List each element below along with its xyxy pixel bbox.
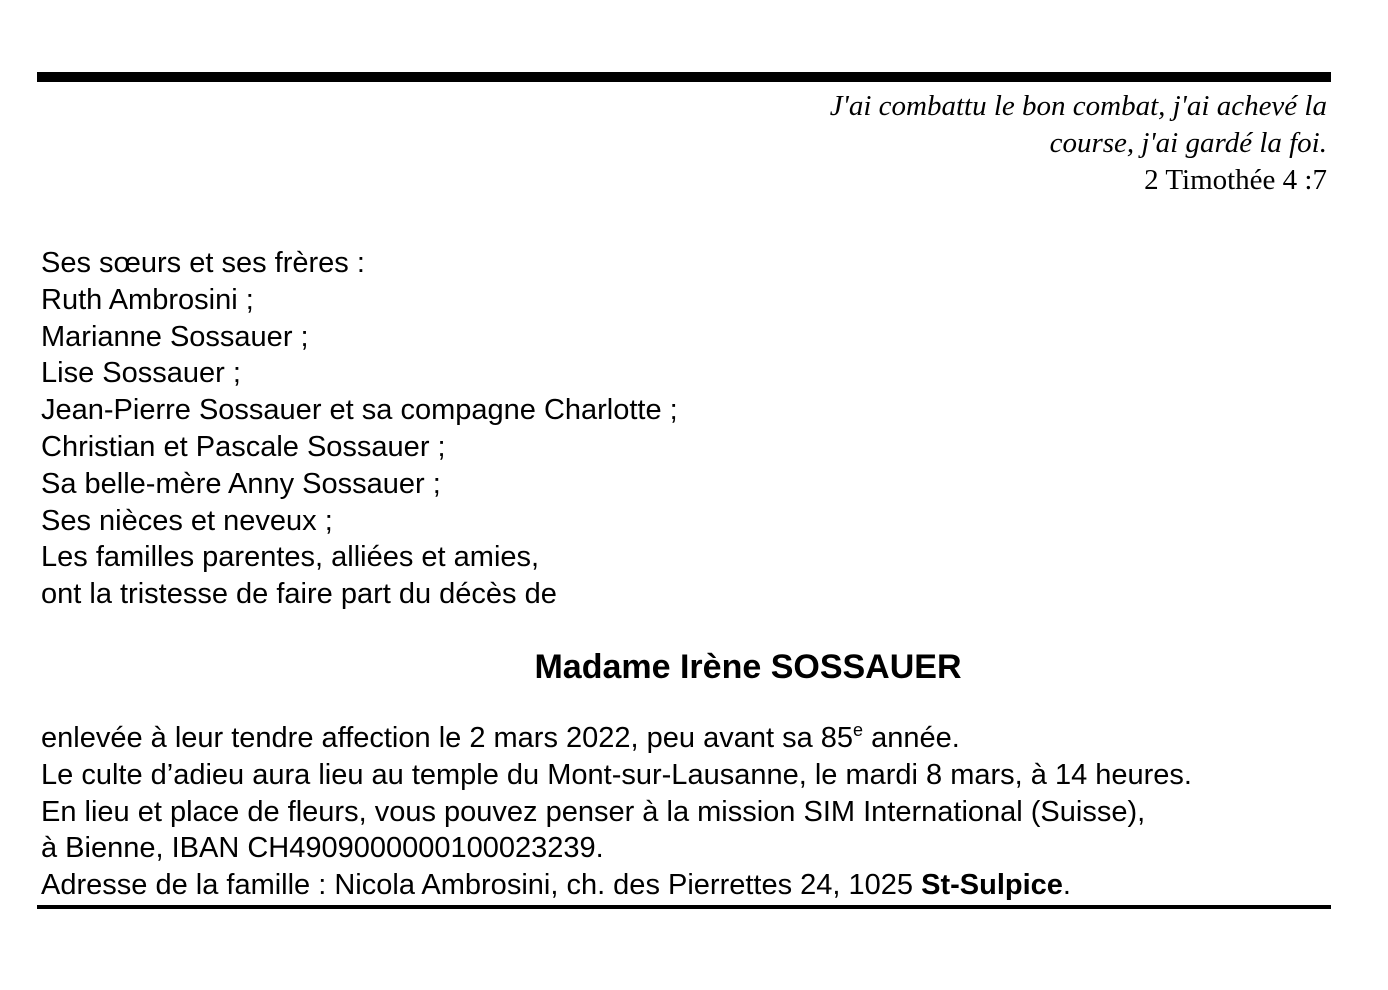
address-city: St-Sulpice	[921, 869, 1063, 902]
family-line: Sa belle-mère Anny Sossauer ;	[41, 467, 441, 500]
family-line: Ses sœurs et ses frères :	[41, 247, 365, 279]
family-line: Ses nièces et neveux ;	[41, 504, 333, 537]
details-line-1-text: enlevée à leur tendre affection le 2 mars 2022, peu avant sa 85	[41, 722, 854, 754]
family-line: Christian et Pascale Sossauer ;	[41, 430, 446, 463]
details-line-4: à Bienne, IBAN CH4909000000100023239.	[41, 832, 604, 865]
details-line-2: Le culte d’adieu aura lieu au temple du Mont-sur-Lausanne, le mardi 8 mars, à 14 heures.	[41, 758, 1192, 791]
family-line: ont la tristesse de faire part du décès de	[41, 578, 557, 611]
notice-details	[41, 720, 1192, 904]
deceased-name: Madame Irène SOSSAUER	[534, 648, 962, 686]
verse-quote	[707, 88, 1327, 162]
family-line: Marianne Sossauer ;	[41, 320, 309, 353]
verse-quote-line-1: J'ai combattu le bon combat, j'ai achevé la	[829, 90, 1327, 122]
family-line: Lise Sossauer ;	[41, 357, 241, 390]
details-line-1	[41, 720, 1192, 757]
top-divider	[37, 72, 1331, 82]
family-list	[41, 245, 678, 613]
bottom-divider	[37, 905, 1331, 909]
verse-reference: 2 Timothée 4 :7	[1144, 164, 1327, 196]
details-line-1-end: année.	[863, 722, 960, 754]
family-line: Jean-Pierre Sossauer et sa compagne Charlotte ;	[41, 394, 678, 427]
address-text: Adresse de la famille : Nicola Ambrosini, ch. des Pierrettes 24, 1025	[41, 869, 922, 902]
verse-quote-line-2: course, j'ai gardé la foi.	[1049, 127, 1327, 159]
address-end: .	[1062, 869, 1071, 902]
family-line: Ruth Ambrosini ;	[41, 283, 254, 316]
family-address	[41, 867, 1192, 904]
family-line: Les familles parentes, alliées et amies,	[41, 541, 540, 574]
details-line-3: En lieu et place de fleurs, vous pouvez penser à la mission SIM International (Suisse),	[41, 795, 1146, 828]
ordinal-superscript: e	[853, 720, 864, 740]
bible-verse	[707, 88, 1327, 199]
